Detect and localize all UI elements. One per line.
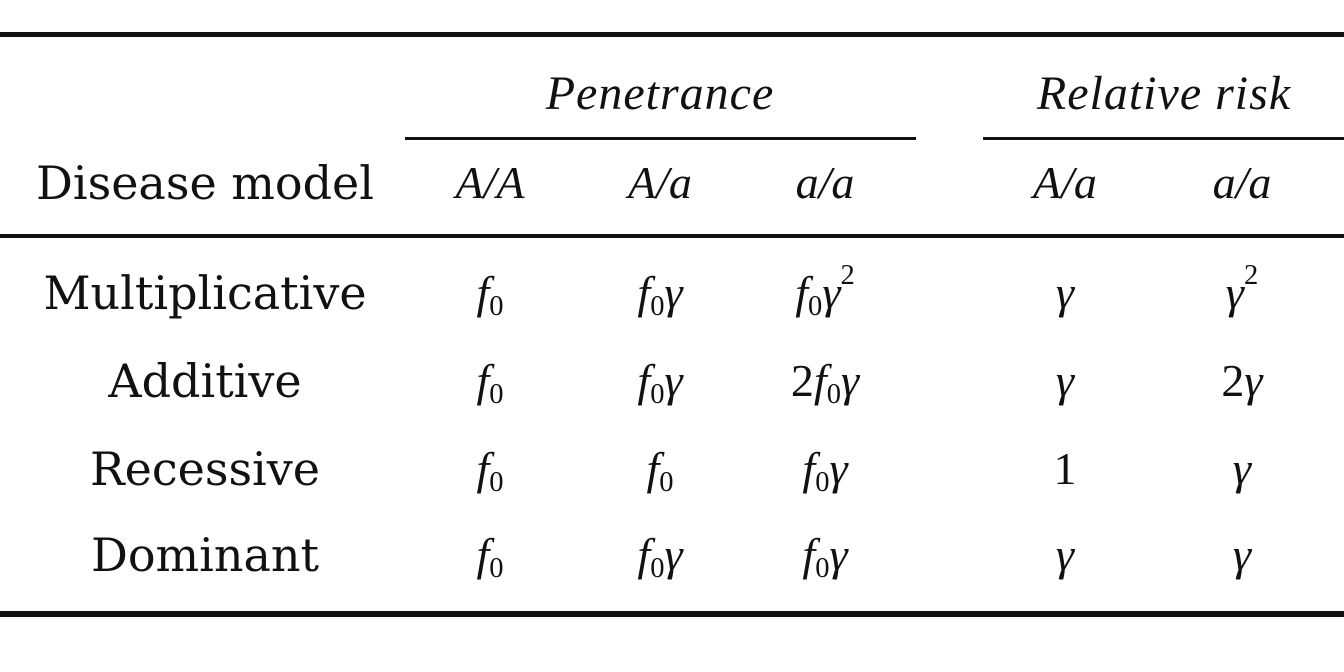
cell-rr-Aa: γ (1055, 355, 1075, 406)
col-header-rr-Aa: A/a (1033, 157, 1097, 208)
cell-pen-aa: $f_0\gamma^2$ (795, 259, 855, 323)
col-header-pen-AA: A/A (455, 157, 525, 208)
cell-pen-Aa: $f_0$ (646, 443, 674, 499)
row-model-label: Multiplicative (43, 266, 367, 320)
cell-rr-Aa: 1 (1053, 443, 1077, 494)
cell-pen-aa: $f_0\gamma$ (802, 529, 848, 585)
cell-rr-Aa: γ (1055, 529, 1075, 580)
col-header-disease-model: Disease model (36, 156, 374, 210)
top-rule (0, 32, 1344, 37)
header-rule (0, 234, 1344, 238)
cell-rr-aa: γ (1232, 529, 1252, 580)
cell-pen-Aa: $f_0\gamma$ (637, 529, 683, 585)
col-header-rr-aa: a/a (1212, 157, 1272, 208)
cell-pen-Aa: $f_0\gamma$ (637, 355, 683, 411)
row-model-label: Additive (108, 354, 302, 408)
cell-rr-Aa: γ (1055, 267, 1075, 318)
relative-risk-underline (983, 137, 1344, 140)
cell-pen-AA: $f_0$ (476, 529, 504, 585)
cell-pen-AA: $f_0$ (476, 443, 504, 499)
cell-pen-AA: $f_0$ (476, 267, 504, 323)
cell-pen-aa: $2f_0\gamma$ (790, 355, 860, 411)
group-header-penetrance: Penetrance (545, 67, 775, 120)
cell-pen-aa: $f_0\gamma$ (802, 443, 848, 499)
bottom-rule (0, 611, 1344, 617)
cell-pen-Aa: $f_0\gamma$ (637, 267, 683, 323)
group-header-relative-risk: Relative risk (1036, 67, 1292, 120)
row-model-label: Recessive (90, 442, 320, 496)
row-model-label: Dominant (90, 528, 320, 582)
penetrance-underline (405, 137, 916, 140)
cell-pen-AA: $f_0$ (476, 355, 504, 411)
cell-rr-aa: $\gamma^2$ (1225, 259, 1259, 318)
col-header-pen-aa: a/a (795, 157, 855, 208)
cell-rr-aa: γ (1232, 443, 1252, 494)
col-header-pen-Aa: A/a (628, 157, 692, 208)
cell-rr-aa: 2γ (1221, 355, 1263, 406)
